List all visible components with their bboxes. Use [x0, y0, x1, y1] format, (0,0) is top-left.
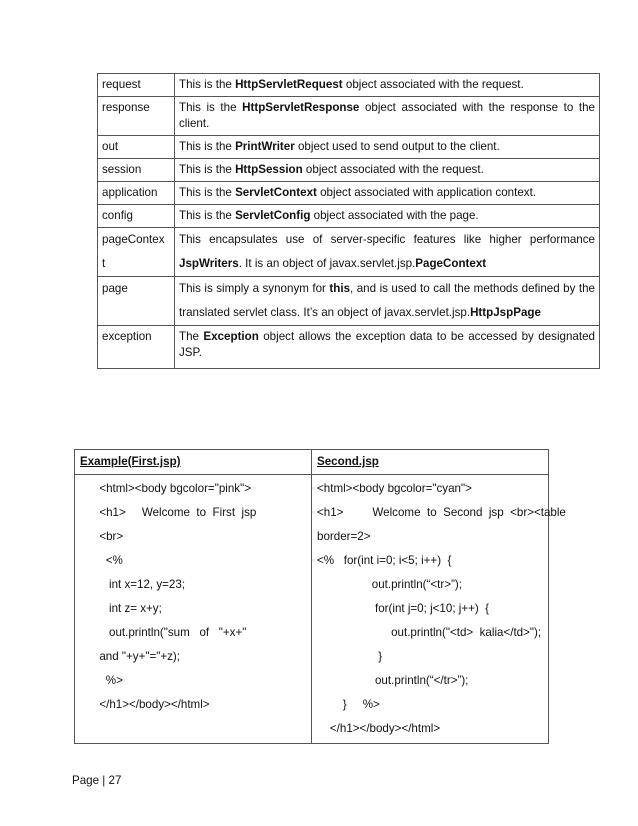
object-name: application — [98, 182, 175, 205]
page-number: Page | 27 — [72, 774, 122, 787]
code-line: %> — [80, 674, 123, 687]
code-line: } %> — [317, 698, 380, 711]
object-name: exception — [98, 326, 175, 369]
description-text: , and is used to call the methods defined by the — [350, 282, 595, 295]
description-class-name: HttpServletResponse — [242, 101, 360, 114]
code-line: <% — [80, 554, 123, 567]
code-line: <html><body bgcolor="pink"> — [80, 482, 251, 495]
description-line: This encapsulates use of server-specific features like higher performance — [179, 233, 595, 246]
object-name: request — [98, 74, 175, 97]
description-class-name: ServletConfig — [235, 209, 311, 222]
object-name: out — [98, 136, 175, 159]
code-line: <html><body bgcolor="cyan"> — [317, 482, 472, 495]
description-text: This is simply a synonym for — [179, 282, 330, 295]
implicit-objects-table — [97, 73, 600, 369]
description-text: object associated with the response to the client. — [179, 101, 595, 130]
code-line: out.println("sum of "+x+" — [80, 626, 247, 639]
description-class-name: ServletContext — [235, 186, 317, 199]
code-line: out.println(“<tr>”); — [317, 578, 462, 591]
object-name: response — [98, 97, 175, 136]
code-line: border=2> — [317, 530, 371, 543]
example-header-row — [75, 450, 549, 475]
jsp-example-table — [74, 449, 566, 744]
description-line — [179, 277, 595, 301]
object-description — [175, 277, 600, 326]
object-description — [175, 74, 600, 97]
object-description — [175, 205, 600, 228]
description-text: This is the — [179, 209, 236, 222]
code-line: <br> — [80, 530, 124, 543]
description-text: object associated with the request. — [302, 163, 484, 176]
object-description — [175, 159, 600, 182]
code-line: for(int j=0; j<10; j++) { — [317, 602, 490, 615]
description-text: object associated with the request. — [342, 78, 524, 91]
description-text: object allows the exception data to be accessed by designated JSP. — [179, 330, 595, 359]
description-text: This is the — [179, 101, 243, 114]
object-row — [98, 97, 600, 136]
object-name-part: pageContex — [102, 233, 165, 246]
object-row — [98, 159, 600, 182]
object-name: page — [98, 277, 175, 326]
description-class-name: HttpServletRequest — [235, 78, 343, 91]
object-name: config — [98, 205, 175, 228]
description-text: This is the — [179, 78, 236, 91]
description-keyword: this — [329, 282, 351, 295]
code-line: out.println(“</tr>”); — [317, 674, 469, 687]
example-code-row — [75, 475, 549, 744]
object-description — [175, 326, 600, 369]
object-description — [175, 228, 600, 277]
object-row — [98, 182, 600, 205]
object-row — [98, 136, 600, 159]
description-class-name: HttpJspPage — [470, 306, 541, 319]
code-line: out.println("<td> kalia</td>"); — [317, 626, 542, 639]
description-text: This is the — [179, 163, 236, 176]
code-line: and "+y+"="+z); — [80, 650, 180, 663]
object-row — [98, 74, 600, 97]
description-text: This is the — [179, 140, 236, 153]
object-name-part: t — [102, 257, 106, 270]
object-description — [175, 97, 600, 136]
description-class-name: PageContext — [415, 257, 487, 270]
description-text: The — [179, 330, 204, 343]
description-text: . It is an object of javax.servlet.jsp. — [238, 257, 416, 270]
description-text: object associated with application context. — [316, 186, 537, 199]
description-line — [179, 252, 595, 276]
description-text: object used to send output to the client. — [294, 140, 500, 153]
description-text: object associated with the page. — [310, 209, 479, 222]
code-line: </h1></body></html> — [317, 722, 441, 735]
second-jsp-code — [312, 475, 566, 744]
example-header-second: Second.jsp — [312, 450, 549, 475]
description-line — [179, 301, 595, 325]
description-class-name: HttpSession — [235, 163, 303, 176]
code-line: <% for(int i=0; i<5; i++) { — [317, 554, 452, 567]
first-jsp-code — [75, 475, 312, 744]
code-line: int x=12, y=23; — [80, 578, 186, 591]
object-row — [98, 205, 600, 228]
object-row — [98, 326, 600, 369]
object-description — [175, 136, 600, 159]
description-text: translated servlet class. It’s an object of javax.servlet.jsp. — [179, 306, 471, 319]
code-line: <h1> Welcome to Second jsp <br><table — [317, 506, 566, 519]
description-text: This is the — [179, 186, 236, 199]
code-line: } — [317, 650, 383, 663]
code-line: int z= x+y; — [80, 602, 162, 615]
object-name: session — [98, 159, 175, 182]
object-description — [175, 182, 600, 205]
description-class-name: PrintWriter — [235, 140, 295, 153]
description-class-name: JspWriters — [179, 257, 239, 270]
description-class-name: Exception — [203, 330, 259, 343]
object-row — [98, 228, 600, 277]
code-line: </h1></body></html> — [80, 698, 210, 711]
object-row — [98, 277, 600, 326]
example-header-first: Example(First.jsp) — [75, 450, 312, 475]
code-line: <h1> Welcome to First jsp — [80, 506, 257, 519]
object-name — [98, 228, 175, 277]
